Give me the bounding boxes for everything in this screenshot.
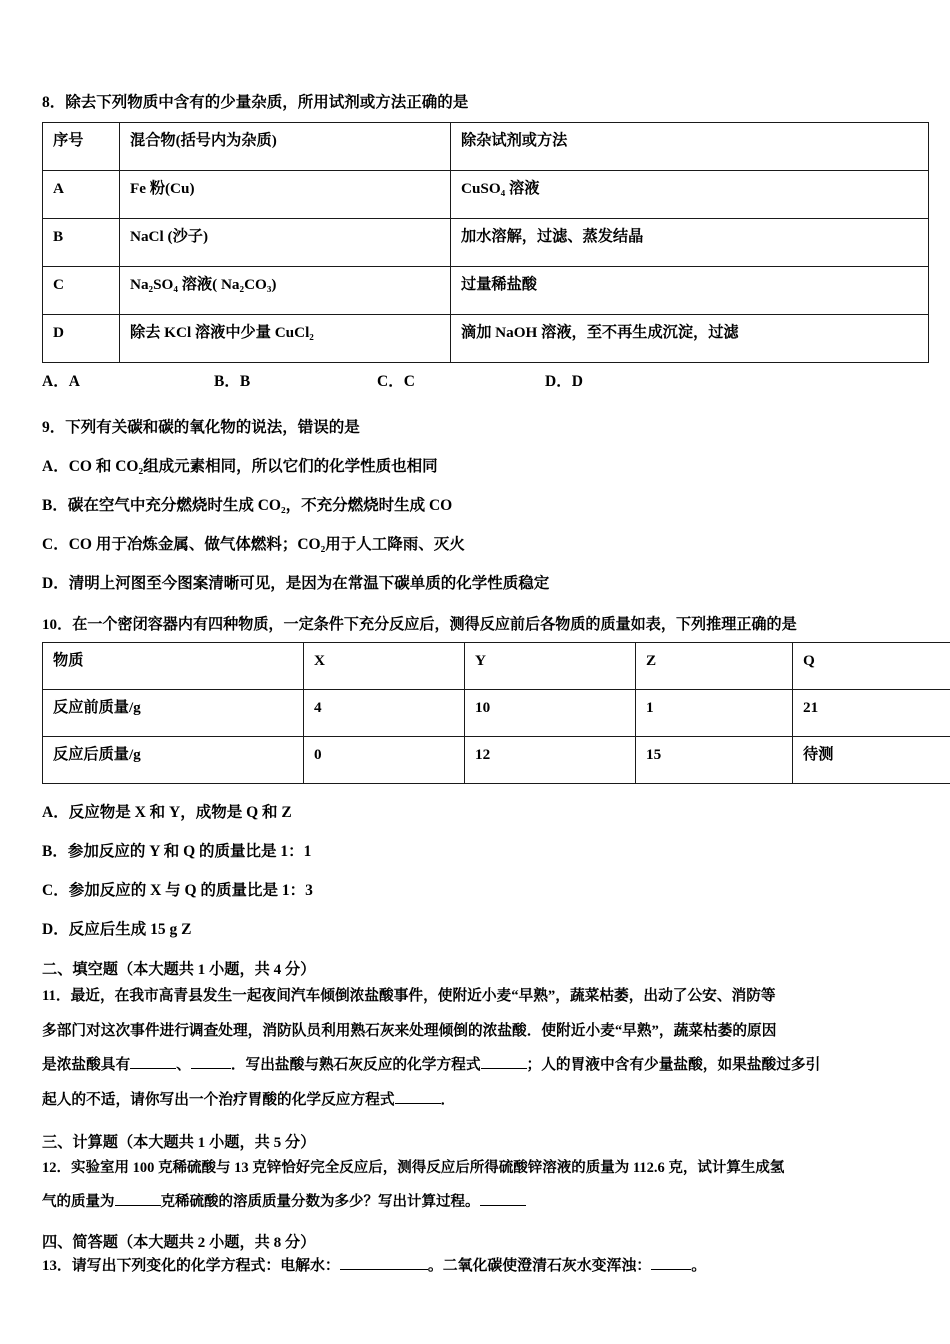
question-11-line-3-text-b: 、 [176,1057,191,1074]
row-after-z: 15 [636,737,793,784]
answer-blank-8[interactable] [651,1269,691,1270]
table-header-cell-substance: 物质 [43,643,304,690]
table-header-cell-x: X [304,643,465,690]
row-before-x: 4 [304,690,465,737]
question-13-line [42,1252,908,1282]
question-9-stem: 9．下列有关碳和碳的氧化物的说法，错误的是 [42,419,360,436]
question-11-line-4 [42,1083,908,1118]
row-before-y: 10 [465,690,636,737]
question-8-option-c[interactable]: C．C [377,373,415,390]
question-11-line-3 [42,1048,908,1083]
question-8-option-d[interactable]: D．D [545,373,583,390]
table-row [43,737,950,784]
table-header-cell-method: 除杂试剂或方法 [451,123,929,171]
question-12-line-2-text-b: 克稀硫酸的溶质质量分数为多少？写出计算过程。 [160,1193,480,1210]
question-11-line-4-text-b: ． [440,1091,456,1108]
question-8-stem: 8．除去下列物质中含有的少量杂质，所用试剂或方法正确的是 [42,94,469,111]
section-2-heading: 二、填空题（本大题共 1 小题，共 4 分） [42,961,316,978]
question-13-text-a: 13．请写出下列变化的化学方程式：电解水： [42,1257,340,1274]
row-b-mixture: NaCl (沙子) [120,219,451,267]
row-d-method: 滴加 NaOH 溶液，至不再生成沉淀，过滤 [451,315,929,363]
table-header-cell-no: 序号 [43,123,120,171]
section-3-heading: 三、计算题（本大题共 1 小题，共 5 分） [42,1134,316,1152]
row-before-label: 反应前质量/g [43,690,304,737]
question-11-line-3-text-d: ；人的胃液中含有少量盐酸，如果盐酸过多引 [526,1057,821,1074]
answer-blank-6[interactable] [480,1205,526,1206]
question-11-line-3-text-a: 是浓盐酸具有 [42,1057,131,1074]
question-8-options [42,369,908,393]
question-13-text-c: 。 [691,1257,707,1274]
page-content [42,90,908,1282]
question-10-option-c[interactable]: C．参加反应的 X 与 Q 的质量比是 1：3 [42,882,313,899]
row-c-no: C [43,267,120,315]
row-after-q: 待测 [793,737,950,784]
question-10-table [42,642,950,784]
table-header-cell-y: Y [465,643,636,690]
question-8-table [42,122,929,363]
row-before-z: 1 [636,690,793,737]
row-a-method: CuSO₄ 溶液 [451,171,929,219]
answer-blank-7[interactable] [340,1269,428,1270]
row-a-mixture: Fe 粉(Cu) [120,171,451,219]
question-8-option-b[interactable]: B．B [214,373,251,390]
row-b-no: B [43,219,120,267]
table-row [43,171,929,219]
row-after-y: 12 [465,737,636,784]
question-9-option-c[interactable]: C．CO 用于冶炼金属、做气体燃料；CO₂用于人工降雨、灭火 [42,536,465,553]
table-row [43,690,950,737]
row-after-label: 反应后质量/g [43,737,304,784]
question-9-option-a[interactable]: A．CO 和 CO₂组成元素相同，所以它们的化学性质也相同 [42,458,438,475]
section-4-heading: 四、简答题（本大题共 2 小题，共 8 分） [42,1233,316,1251]
row-d-no: D [43,315,120,363]
question-10-option-a[interactable]: A．反应物是 X 和 Y，成物是 Q 和 Z [42,804,292,821]
row-b-method: 加水溶解，过滤、蒸发结晶 [451,219,929,267]
answer-blank-1[interactable] [130,1068,176,1069]
question-12-line-1: 12．实验室用 100 克稀硫酸与 13 克锌恰好完全反应后，测得反应后所得硫酸锌溶液的质量为 112.6 克，试计算生成氢 [42,1160,785,1177]
row-a-no: A [43,171,120,219]
question-12-line-2 [42,1186,908,1219]
answer-blank-5[interactable] [115,1205,161,1206]
row-c-mixture: Na₂SO₄ 溶液( Na₂CO₃) [120,267,451,315]
question-10-stem: 10．在一个密闭容器内有四种物质，一定条件下充分反应后，测得反应前后各物质的质量如表，下列推理正确的是 [42,617,797,633]
question-11-line-4-text-a: 起人的不适，请你写出一个治疗胃酸的化学反应方程式 [42,1091,395,1108]
question-11-line-1: 11．最近，在我市高青县发生一起夜间汽车倾倒浓盐酸事件，使附近小麦“早熟”，蔬菜枯萎，出动了公安、消防等 [42,988,776,1004]
table-row [43,219,929,267]
question-9-option-b[interactable]: B．碳在空气中充分燃烧时生成 CO₂，不充分燃烧时生成 CO [42,497,453,514]
question-10-option-b[interactable]: B．参加反应的 Y 和 Q 的质量比是 1：1 [42,843,312,860]
question-13-text-b: 。二氧化碳使澄清石灰水变浑浊： [427,1257,652,1274]
question-12-line-2-text-a: 气的质量为 [42,1193,115,1210]
answer-blank-2[interactable] [191,1068,231,1069]
table-row [43,315,929,363]
question-11-line-2: 多部门对这次事件进行调查处理，消防队员利用熟石灰来处理倾倒的浓盐酸．使附近小麦“早熟”，蔬菜枯萎的原因 [42,1022,777,1039]
question-8-option-a[interactable]: A．A [42,373,80,390]
row-d-mixture: 除去 KCl 溶液中少量 CuCl₂ [120,315,451,363]
table-header-cell-q: Q [793,643,950,690]
table-row [43,267,929,315]
row-after-x: 0 [304,737,465,784]
answer-blank-4[interactable] [395,1103,441,1104]
question-9-option-d[interactable]: D．清明上河图至今图案清晰可见，是因为在常温下碳单质的化学性质稳定 [42,575,550,592]
table-header-row [43,123,929,171]
table-header-row [43,643,950,690]
table-header-cell-mixture: 混合物(括号内为杂质) [120,123,451,171]
row-before-q: 21 [793,690,950,737]
question-11-line-3-text-c: ．写出盐酸与熟石灰反应的化学方程式 [230,1057,481,1074]
row-c-method: 过量稀盐酸 [451,267,929,315]
answer-blank-3[interactable] [481,1068,527,1069]
table-header-cell-z: Z [636,643,793,690]
question-10-option-d[interactable]: D．反应后生成 15 g Z [42,921,192,938]
